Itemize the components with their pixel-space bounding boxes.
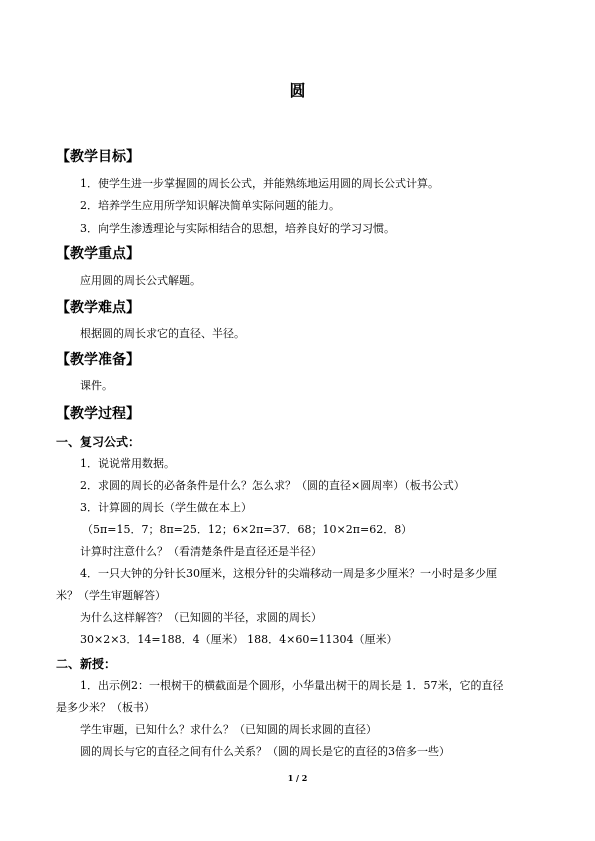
new-lesson-line-1: 1．出示例2：一根树干的横截面是个圆形，小华量出树干的周长是 1．57米，它的直径 xyxy=(80,679,504,692)
section-heading-difficulties: 【教学难点】 xyxy=(56,300,140,316)
new-lesson-line-2: 是多少米？（板书） xyxy=(56,701,155,714)
review-line-9: 30×2×3．14=188．4（厘米） 188．4×60=11304（厘米） xyxy=(80,633,398,646)
review-line-4: （5π=15．7；8π=25．12；6×2π=37．68；10×2π=62．8） xyxy=(82,523,413,536)
goal-item-3: 3．向学生渗透理论与实际相结合的思想，培养良好的学习习惯。 xyxy=(80,222,395,235)
review-line-5: 计算时注意什么？（看清楚条件是直径还是半径） xyxy=(80,545,322,558)
review-line-7: 米？（学生审题解答） xyxy=(56,589,166,602)
review-line-1: 1．说说常用数据。 xyxy=(80,457,175,470)
section-heading-key-points: 【教学重点】 xyxy=(56,246,140,262)
difficulties-text: 根据圆的周长求它的直径、半径。 xyxy=(80,327,245,340)
goal-item-1: 1．使学生进一步掌握圆的周长公式，并能熟练地运用圆的周长公式计算。 xyxy=(80,177,439,190)
goal-item-2: 2．培养学生应用所学知识解决简单实际问题的能力。 xyxy=(80,199,340,212)
new-lesson-line-4: 圆的周长与它的直径之间有什么关系？（圆的周长是它的直径的3倍多一些） xyxy=(80,745,450,758)
page-number: 1 / 2 xyxy=(287,773,308,783)
new-lesson-line-3: 学生审题，已知什么？求什么？（已知圆的周长求圆的直径） xyxy=(80,723,377,736)
section-heading-preparation: 【教学准备】 xyxy=(56,352,140,368)
section-heading-goals: 【教学目标】 xyxy=(56,149,140,165)
preparation-text: 课件。 xyxy=(80,379,113,392)
review-line-6: 4．一只大钟的分针长30厘米，这根分针的尖端移动一周是多少厘米？一小时是多少厘 xyxy=(80,567,497,580)
section-heading-process: 【教学过程】 xyxy=(56,406,140,422)
review-line-8: 为什么这样解答？（已知圆的半径，求圆的周长） xyxy=(80,611,322,624)
review-line-3: 3．计算圆的周长（学生做在本上） xyxy=(80,501,252,514)
subheading-review: 一、复习公式： xyxy=(56,435,141,449)
document-title: 圆 xyxy=(289,81,306,100)
key-points-text: 应用圆的周长公式解题。 xyxy=(80,274,201,287)
subheading-new-lesson: 二、新授： xyxy=(56,657,117,671)
review-line-2: 2．求圆的周长的必备条件是什么？怎么求？（圆的直径×圆周率）（板书公式） xyxy=(80,479,465,492)
